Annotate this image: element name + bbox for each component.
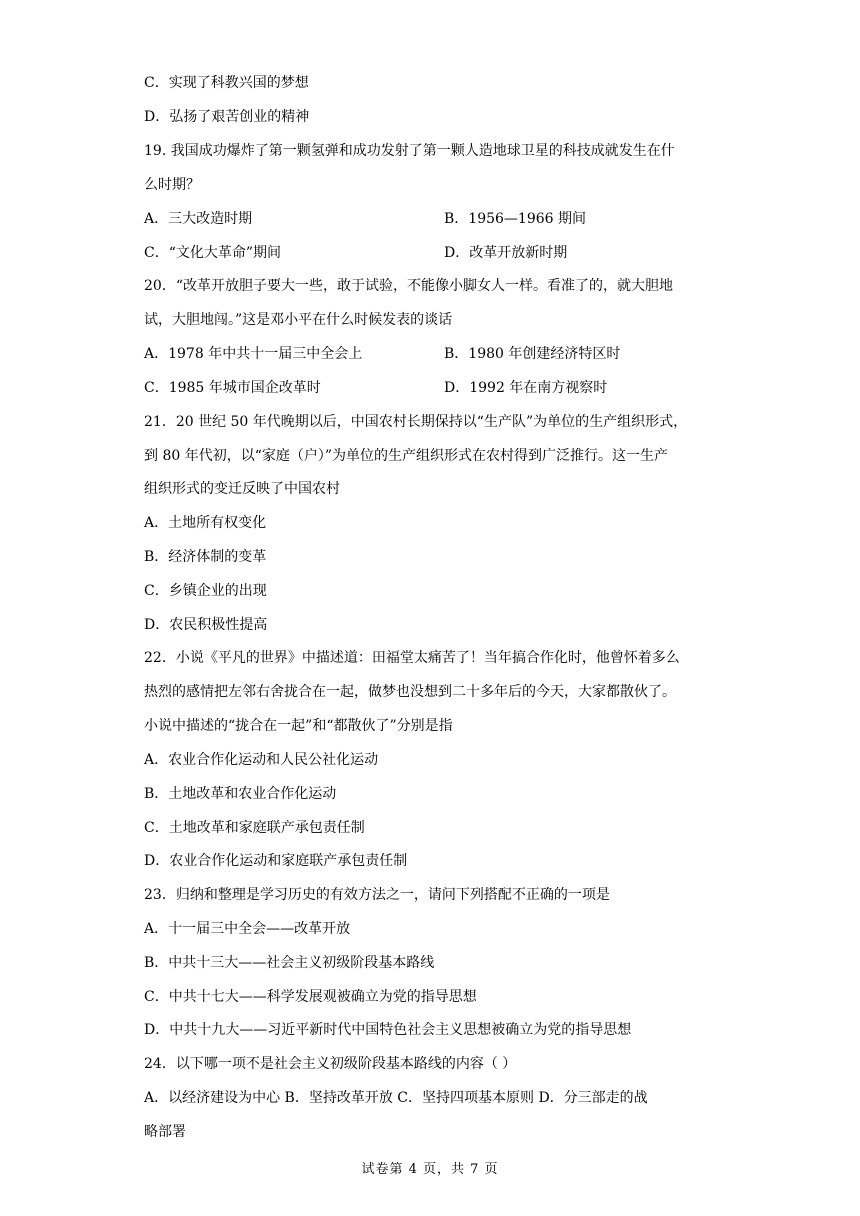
q21-stem-line2: 到 80 年代初，以“家庭（户）”为单位的生产组织形式在农村得到广泛推行。这一生产 (144, 448, 669, 464)
q24-stem-line1: 24．以下哪一项不是社会主义初级阶段基本路线的内容（ ） (144, 1056, 517, 1072)
q23-option-c: C．中共十七大——科学发展观被确立为党的指导思想 (144, 989, 477, 1005)
q20-option-a: A．1978 年中共十一届三中全会上 (144, 346, 363, 362)
q20-option-b: B．1980 年创建经济特区时 (444, 346, 621, 362)
q20-stem-line2: 试，大胆地闯。”这是邓小平在什么时候发表的谈话 (144, 312, 453, 328)
q21-option-b: B．经济体制的变革 (144, 549, 267, 565)
q19-stem-line2: 么时期？ (144, 177, 200, 193)
q21-option-c: C．乡镇企业的出现 (144, 583, 267, 599)
q22-option-d: D．农业合作化运动和家庭联产承包责任制 (144, 853, 408, 869)
q20-option-c: C．1985 年城市国企改革时 (144, 380, 321, 396)
q22-option-c: C．土地改革和家庭联产承包责任制 (144, 820, 365, 836)
q23-option-a: A．十一届三中全会——改革开放 (144, 921, 351, 937)
page-footer: 试卷第 4 页，共 7 页 (361, 1162, 499, 1177)
q22-stem-line3: 小说中描述的“拢合在一起”和“都散伙了”分别是指 (144, 718, 453, 734)
q21-option-d: D．农民积极性提高 (144, 617, 268, 633)
q24-options-line2: 略部署 (144, 1124, 186, 1140)
q21-stem-line3: 组织形式的变迁反映了中国农村 (144, 481, 340, 497)
q23-stem-line1: 23．归纳和整理是学习历史的有效方法之一，请问下列搭配不正确的一项是 (144, 887, 610, 903)
q22-stem-line1: 22．小说《平凡的世界》中描述道：田福堂太痛苦了！当年搞合作化时，他曾怀着多么 (144, 650, 680, 666)
q22-stem-line2: 热烈的感情把左邻右舍拢合在一起，做梦也没想到二十多年后的今天，大家都散伙了。 (144, 684, 676, 700)
q24-options-line1: A．以经济建设为中心 B．坚持改革开放 C．坚持四项基本原则 D．分三部走的战 (144, 1090, 648, 1106)
q18-option-c: C．实现了科教兴国的梦想 (144, 75, 309, 91)
q19-option-b: B．1956—1966 期间 (444, 211, 586, 227)
q18-option-d: D．弘扬了艰苦创业的精神 (144, 109, 310, 125)
q19-option-c: C．“文化大革命”期间 (144, 245, 282, 261)
q21-stem-line1: 21．20 世纪 50 年代晚期以后，中国农村长期保持以“生产队”为单位的生产组织形式， (144, 414, 688, 430)
q23-option-b: B．中共十三大——社会主义初级阶段基本路线 (144, 955, 435, 971)
q22-option-a: A．农业合作化运动和人民公社化运动 (144, 752, 379, 768)
q19-stem-line1: 19. 我国成功爆炸了第一颗氢弹和成功发射了第一颗人造地球卫星的科技成就发生在什 (144, 143, 675, 159)
q19-option-a: A．三大改造时期 (144, 211, 253, 227)
q19-option-d: D．改革开放新时期 (444, 245, 568, 261)
q20-option-d: D．1992 年在南方视察时 (444, 380, 608, 396)
q23-option-d: D．中共十九大——习近平新时代中国特色社会主义思想被确立为党的指导思想 (144, 1022, 632, 1038)
q21-option-a: A．土地所有权变化 (144, 515, 267, 531)
q20-stem-line1: 20．“改革开放胆子要大一些，敢于试验，不能像小脚女人一样。看准了的，就大胆地 (144, 278, 673, 294)
q22-option-b: B．土地改革和农业合作化运动 (144, 786, 337, 802)
